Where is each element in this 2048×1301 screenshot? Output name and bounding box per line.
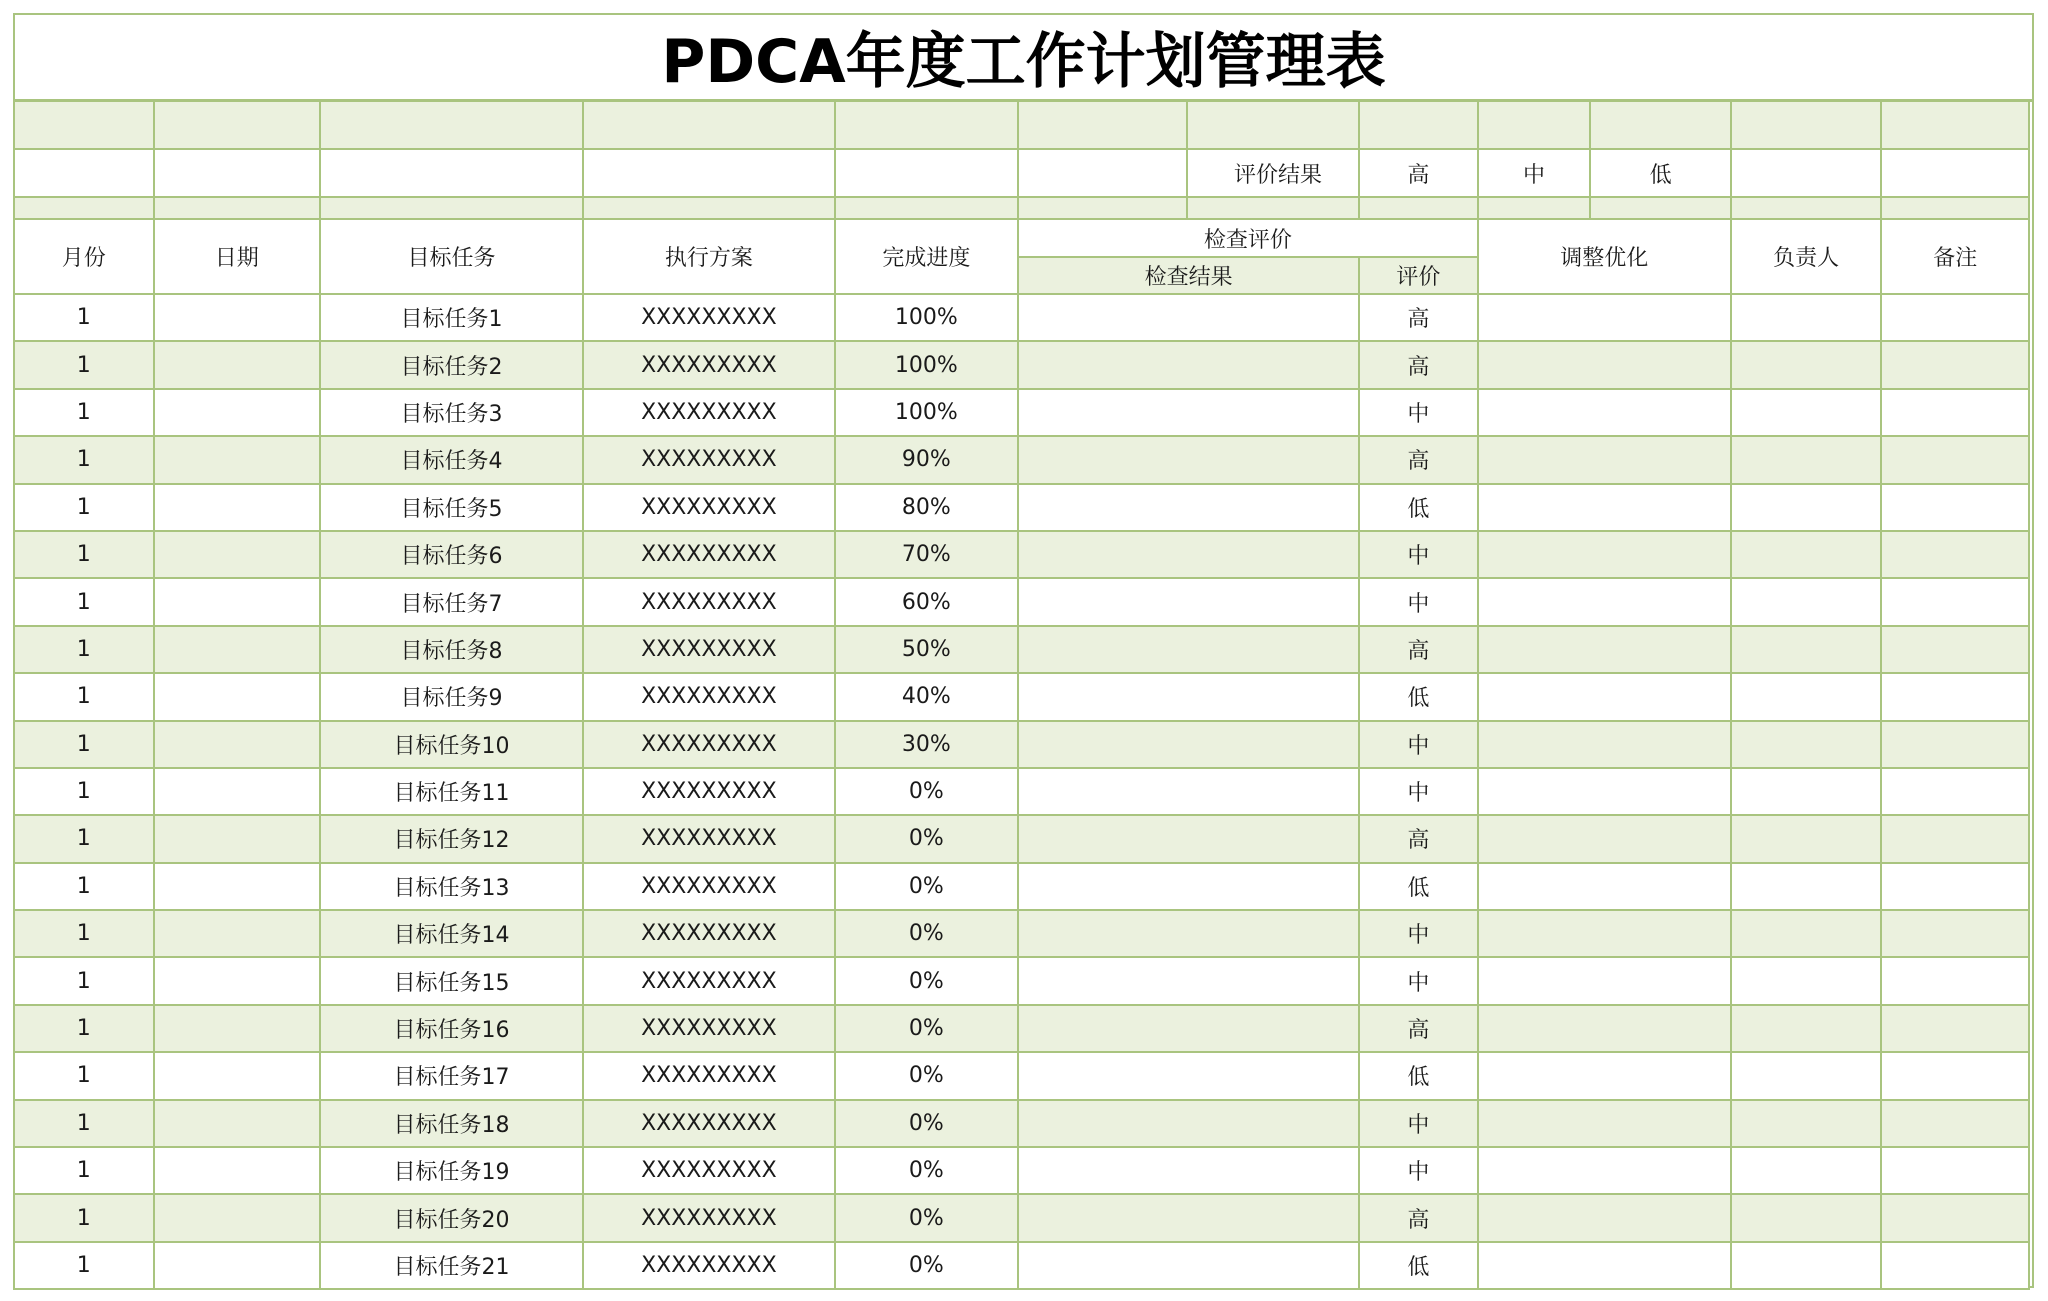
header-progress[interactable]: 完成进度 [835,219,1019,294]
table-row [14,768,2029,815]
adjust-cell[interactable] [1478,721,1731,768]
cell[interactable] [14,101,154,149]
month-cell[interactable]: 1 [14,294,154,341]
table-row [14,484,2029,531]
check-result-cell[interactable] [1018,389,1359,436]
remark-cell[interactable] [1881,531,2029,578]
owner-cell[interactable] [1731,910,1882,957]
header-adjust[interactable]: 调整优化 [1478,219,1731,294]
check-result-cell[interactable] [1018,673,1359,720]
cell[interactable] [583,197,834,219]
rating-cell[interactable]: 中 [1359,957,1478,1004]
month-cell[interactable]: 1 [14,957,154,1004]
task-cell[interactable]: 目标任务10 [320,721,583,768]
adjust-cell[interactable] [1478,1147,1731,1194]
task-cell[interactable]: 目标任务18 [320,1100,583,1147]
owner-cell[interactable] [1731,957,1882,1004]
plan-cell[interactable]: XXXXXXXXX [583,815,834,862]
month-cell[interactable]: 1 [14,341,154,388]
cell[interactable] [14,197,154,219]
table-row [14,1052,2029,1099]
month-cell[interactable]: 1 [14,768,154,815]
cell[interactable] [1590,197,1731,219]
owner-cell[interactable] [1731,768,1882,815]
month-cell[interactable]: 1 [14,1242,154,1289]
month-cell[interactable]: 1 [14,626,154,673]
plan-cell[interactable]: XXXXXXXXX [583,863,834,910]
check-result-cell[interactable] [1018,341,1359,388]
plan-table [13,100,2030,1290]
month-cell[interactable]: 1 [14,389,154,436]
cell[interactable] [1018,197,1187,219]
date-cell[interactable] [154,436,320,483]
progress-cell[interactable]: 50% [835,626,1019,673]
date-cell[interactable] [154,721,320,768]
header-task[interactable]: 目标任务 [320,219,583,294]
cell[interactable] [1590,101,1731,149]
adjust-cell[interactable] [1478,389,1731,436]
check-result-cell[interactable] [1018,768,1359,815]
date-cell[interactable] [154,341,320,388]
progress-cell[interactable]: 0% [835,957,1019,1004]
progress-cell[interactable]: 0% [835,910,1019,957]
cell[interactable] [1731,101,1882,149]
cell[interactable] [1478,101,1591,149]
check-result-cell[interactable] [1018,626,1359,673]
owner-cell[interactable] [1731,673,1882,720]
table-row [14,294,2029,341]
task-cell[interactable]: 目标任务5 [320,484,583,531]
cell[interactable] [1187,101,1359,149]
date-cell[interactable] [154,626,320,673]
month-cell[interactable]: 1 [14,484,154,531]
check-result-cell[interactable] [1018,578,1359,625]
remark-cell[interactable] [1881,1100,2029,1147]
rating-cell[interactable]: 高 [1359,341,1478,388]
progress-cell[interactable]: 30% [835,721,1019,768]
progress-cell[interactable]: 0% [835,1147,1019,1194]
rating-cell[interactable]: 低 [1359,1242,1478,1289]
plan-cell[interactable]: XXXXXXXXX [583,673,834,720]
progress-cell[interactable]: 100% [835,294,1019,341]
cell[interactable] [1018,101,1187,149]
header-check-group[interactable]: 检查评价 [1018,219,1478,257]
month-cell[interactable]: 1 [14,436,154,483]
header-row [14,219,2029,257]
date-cell[interactable] [154,815,320,862]
plan-cell[interactable]: XXXXXXXXX [583,957,834,1004]
remark-cell[interactable] [1881,1052,2029,1099]
header-remark[interactable]: 备注 [1881,219,2029,294]
remark-cell[interactable] [1881,910,2029,957]
owner-cell[interactable] [1731,1242,1882,1289]
rating-cell[interactable]: 高 [1359,1005,1478,1052]
table-row [14,436,2029,483]
remark-cell[interactable] [1881,1242,2029,1289]
adjust-cell[interactable] [1478,1100,1731,1147]
progress-cell[interactable]: 80% [835,484,1019,531]
cell[interactable] [1881,101,2029,149]
owner-cell[interactable] [1731,815,1882,862]
check-result-cell[interactable] [1018,436,1359,483]
plan-cell[interactable]: XXXXXXXXX [583,294,834,341]
progress-cell[interactable]: 100% [835,389,1019,436]
adjust-cell[interactable] [1478,341,1731,388]
remark-cell[interactable] [1881,578,2029,625]
progress-cell[interactable]: 40% [835,673,1019,720]
task-cell[interactable]: 目标任务20 [320,1194,583,1241]
cell[interactable] [1187,197,1359,219]
cell[interactable] [1731,197,1882,219]
adjust-cell[interactable] [1478,957,1731,1004]
task-cell[interactable]: 目标任务12 [320,815,583,862]
date-cell[interactable] [154,673,320,720]
adjust-cell[interactable] [1478,578,1731,625]
remark-cell[interactable] [1881,1005,2029,1052]
table-row [14,910,2029,957]
table-row [14,389,2029,436]
header-month[interactable]: 月份 [14,219,154,294]
owner-cell[interactable] [1731,341,1882,388]
month-cell[interactable]: 1 [14,815,154,862]
check-result-cell[interactable] [1018,484,1359,531]
month-cell[interactable]: 1 [14,1194,154,1241]
task-cell[interactable]: 目标任务2 [320,341,583,388]
adjust-cell[interactable] [1478,484,1731,531]
cell[interactable] [320,101,583,149]
progress-cell[interactable]: 100% [835,341,1019,388]
rating-cell[interactable]: 中 [1359,721,1478,768]
progress-cell[interactable]: 0% [835,1005,1019,1052]
date-cell[interactable] [154,1147,320,1194]
rating-cell[interactable]: 中 [1359,389,1478,436]
table-row [14,673,2029,720]
cell[interactable] [1018,149,1187,197]
plan-cell[interactable]: XXXXXXXXX [583,626,834,673]
owner-cell[interactable] [1731,1100,1882,1147]
remark-cell[interactable] [1881,626,2029,673]
spacer-row [14,197,2029,219]
rating-cell[interactable]: 中 [1359,578,1478,625]
owner-cell[interactable] [1731,626,1882,673]
month-cell[interactable]: 1 [14,673,154,720]
table-row [14,578,2029,625]
check-result-cell[interactable] [1018,1194,1359,1241]
adjust-cell[interactable] [1478,768,1731,815]
header-date[interactable]: 日期 [154,219,320,294]
table-row [14,1100,2029,1147]
cell[interactable] [1359,197,1478,219]
task-cell[interactable]: 目标任务8 [320,626,583,673]
table-row [14,341,2029,388]
date-cell[interactable] [154,863,320,910]
rating-cell[interactable]: 中 [1359,910,1478,957]
task-cell[interactable]: 目标任务9 [320,673,583,720]
table-row [14,863,2029,910]
rating-cell[interactable]: 中 [1359,768,1478,815]
owner-cell[interactable] [1731,531,1882,578]
plan-cell[interactable]: XXXXXXXXX [583,531,834,578]
progress-cell[interactable]: 0% [835,1100,1019,1147]
month-cell[interactable]: 1 [14,578,154,625]
remark-cell[interactable] [1881,721,2029,768]
month-cell[interactable]: 1 [14,1147,154,1194]
table-row [14,531,2029,578]
remark-cell[interactable] [1881,294,2029,341]
progress-cell[interactable]: 0% [835,1052,1019,1099]
task-cell[interactable]: 目标任务7 [320,578,583,625]
rating-cell[interactable]: 中 [1359,531,1478,578]
progress-cell[interactable]: 0% [835,1242,1019,1289]
adjust-cell[interactable] [1478,815,1731,862]
table-row [14,957,2029,1004]
rating-cell[interactable]: 高 [1359,294,1478,341]
plan-cell[interactable]: XXXXXXXXX [583,484,834,531]
rating-cell[interactable]: 低 [1359,673,1478,720]
cell[interactable] [835,149,1019,197]
progress-cell[interactable]: 70% [835,531,1019,578]
month-cell[interactable]: 1 [14,863,154,910]
owner-cell[interactable] [1731,1194,1882,1241]
cell[interactable] [1731,149,1882,197]
month-cell[interactable]: 1 [14,1100,154,1147]
adjust-cell[interactable] [1478,294,1731,341]
date-cell[interactable] [154,1100,320,1147]
check-result-cell[interactable] [1018,910,1359,957]
legend-level-medium[interactable]: 中 [1478,149,1591,197]
month-cell[interactable]: 1 [14,910,154,957]
plan-cell[interactable]: XXXXXXXXX [583,1100,834,1147]
header-rating[interactable]: 评价 [1359,257,1478,294]
task-cell[interactable]: 目标任务21 [320,1242,583,1289]
adjust-cell[interactable] [1478,910,1731,957]
cell[interactable] [154,149,320,197]
task-cell[interactable]: 目标任务14 [320,910,583,957]
plan-cell[interactable]: XXXXXXXXX [583,1194,834,1241]
check-result-cell[interactable] [1018,721,1359,768]
table-row [14,1005,2029,1052]
owner-cell[interactable] [1731,1147,1882,1194]
remark-cell[interactable] [1881,815,2029,862]
adjust-cell[interactable] [1478,863,1731,910]
remark-cell[interactable] [1881,484,2029,531]
cell[interactable] [835,101,1019,149]
spreadsheet [13,13,2034,1288]
cell[interactable] [1881,197,2029,219]
table-row [14,626,2029,673]
date-cell[interactable] [154,294,320,341]
plan-cell[interactable]: XXXXXXXXX [583,721,834,768]
check-result-cell[interactable] [1018,294,1359,341]
cell[interactable] [1881,149,2029,197]
check-result-cell[interactable] [1018,1147,1359,1194]
date-cell[interactable] [154,578,320,625]
plan-cell[interactable]: XXXXXXXXX [583,768,834,815]
adjust-cell[interactable] [1478,1052,1731,1099]
check-result-cell[interactable] [1018,1100,1359,1147]
date-cell[interactable] [154,1005,320,1052]
date-cell[interactable] [154,1052,320,1099]
owner-cell[interactable] [1731,1005,1882,1052]
adjust-cell[interactable] [1478,1005,1731,1052]
date-cell[interactable] [154,531,320,578]
task-cell[interactable]: 目标任务13 [320,863,583,910]
month-cell[interactable]: 1 [14,1005,154,1052]
progress-cell[interactable]: 0% [835,863,1019,910]
plan-cell[interactable]: XXXXXXXXX [583,436,834,483]
owner-cell[interactable] [1731,294,1882,341]
cell[interactable] [154,197,320,219]
table-row [14,815,2029,862]
date-cell[interactable] [154,484,320,531]
rating-cell[interactable]: 高 [1359,436,1478,483]
cell[interactable] [583,101,834,149]
header-plan[interactable]: 执行方案 [583,219,834,294]
task-cell[interactable]: 目标任务3 [320,389,583,436]
rating-cell[interactable]: 低 [1359,1052,1478,1099]
header-check-result[interactable]: 检查结果 [1018,257,1359,294]
plan-cell[interactable]: XXXXXXXXX [583,1052,834,1099]
date-cell[interactable] [154,957,320,1004]
progress-cell[interactable]: 90% [835,436,1019,483]
adjust-cell[interactable] [1478,1194,1731,1241]
cell[interactable] [320,149,583,197]
legend-level-low[interactable]: 低 [1590,149,1731,197]
remark-cell[interactable] [1881,1147,2029,1194]
check-result-cell[interactable] [1018,1052,1359,1099]
check-result-cell[interactable] [1018,531,1359,578]
rating-cell[interactable]: 中 [1359,1100,1478,1147]
task-cell[interactable]: 目标任务16 [320,1005,583,1052]
task-cell[interactable]: 目标任务11 [320,768,583,815]
owner-cell[interactable] [1731,389,1882,436]
task-cell[interactable]: 目标任务6 [320,531,583,578]
task-cell[interactable]: 目标任务1 [320,294,583,341]
spacer-row [14,101,2029,149]
remark-cell[interactable] [1881,957,2029,1004]
plan-cell[interactable]: XXXXXXXXX [583,389,834,436]
table-body [14,294,2029,1289]
remark-cell[interactable] [1881,1194,2029,1241]
owner-cell[interactable] [1731,721,1882,768]
progress-cell[interactable]: 60% [835,578,1019,625]
rating-cell[interactable]: 高 [1359,1194,1478,1241]
cell[interactable] [1478,197,1591,219]
owner-cell[interactable] [1731,436,1882,483]
remark-cell[interactable] [1881,389,2029,436]
owner-cell[interactable] [1731,1052,1882,1099]
task-cell[interactable]: 目标任务19 [320,1147,583,1194]
remark-cell[interactable] [1881,341,2029,388]
legend-level-high[interactable]: 高 [1359,149,1478,197]
table-row [14,1147,2029,1194]
task-cell[interactable]: 目标任务17 [320,1052,583,1099]
plan-cell[interactable]: XXXXXXXXX [583,341,834,388]
adjust-cell[interactable] [1478,626,1731,673]
rating-cell[interactable]: 高 [1359,626,1478,673]
month-cell[interactable]: 1 [14,1052,154,1099]
date-cell[interactable] [154,910,320,957]
cell[interactable] [14,149,154,197]
legend-label[interactable]: 评价结果 [1187,149,1359,197]
adjust-cell[interactable] [1478,531,1731,578]
legend-row [14,149,2029,197]
task-cell[interactable]: 目标任务4 [320,436,583,483]
plan-cell[interactable]: XXXXXXXXX [583,1147,834,1194]
adjust-cell[interactable] [1478,1242,1731,1289]
progress-cell[interactable]: 0% [835,815,1019,862]
header-owner[interactable]: 负责人 [1731,219,1882,294]
remark-cell[interactable] [1881,436,2029,483]
cell[interactable] [835,197,1019,219]
plan-cell[interactable]: XXXXXXXXX [583,1242,834,1289]
month-cell[interactable]: 1 [14,721,154,768]
adjust-cell[interactable] [1478,436,1731,483]
month-cell[interactable]: 1 [14,531,154,578]
rating-cell[interactable]: 低 [1359,863,1478,910]
plan-cell[interactable]: XXXXXXXXX [583,578,834,625]
sheet-title: PDCA年度工作计划管理表 [15,15,2032,102]
check-result-cell[interactable] [1018,1005,1359,1052]
table-row [14,721,2029,768]
check-result-cell[interactable] [1018,1242,1359,1289]
date-cell[interactable] [154,1194,320,1241]
cell[interactable] [1359,101,1478,149]
task-cell[interactable]: 目标任务15 [320,957,583,1004]
rating-cell[interactable]: 中 [1359,1147,1478,1194]
cell[interactable] [320,197,583,219]
date-cell[interactable] [154,768,320,815]
rating-cell[interactable]: 低 [1359,484,1478,531]
cell[interactable] [154,101,320,149]
plan-cell[interactable]: XXXXXXXXX [583,1005,834,1052]
remark-cell[interactable] [1881,768,2029,815]
progress-cell[interactable]: 0% [835,1194,1019,1241]
remark-cell[interactable] [1881,863,2029,910]
check-result-cell[interactable] [1018,815,1359,862]
owner-cell[interactable] [1731,578,1882,625]
rating-cell[interactable]: 高 [1359,815,1478,862]
remark-cell[interactable] [1881,673,2029,720]
table-row [14,1242,2029,1289]
progress-cell[interactable]: 0% [835,768,1019,815]
check-result-cell[interactable] [1018,957,1359,1004]
owner-cell[interactable] [1731,863,1882,910]
date-cell[interactable] [154,389,320,436]
adjust-cell[interactable] [1478,673,1731,720]
cell[interactable] [583,149,834,197]
table-row [14,1194,2029,1241]
check-result-cell[interactable] [1018,863,1359,910]
date-cell[interactable] [154,1242,320,1289]
owner-cell[interactable] [1731,484,1882,531]
plan-cell[interactable]: XXXXXXXXX [583,910,834,957]
